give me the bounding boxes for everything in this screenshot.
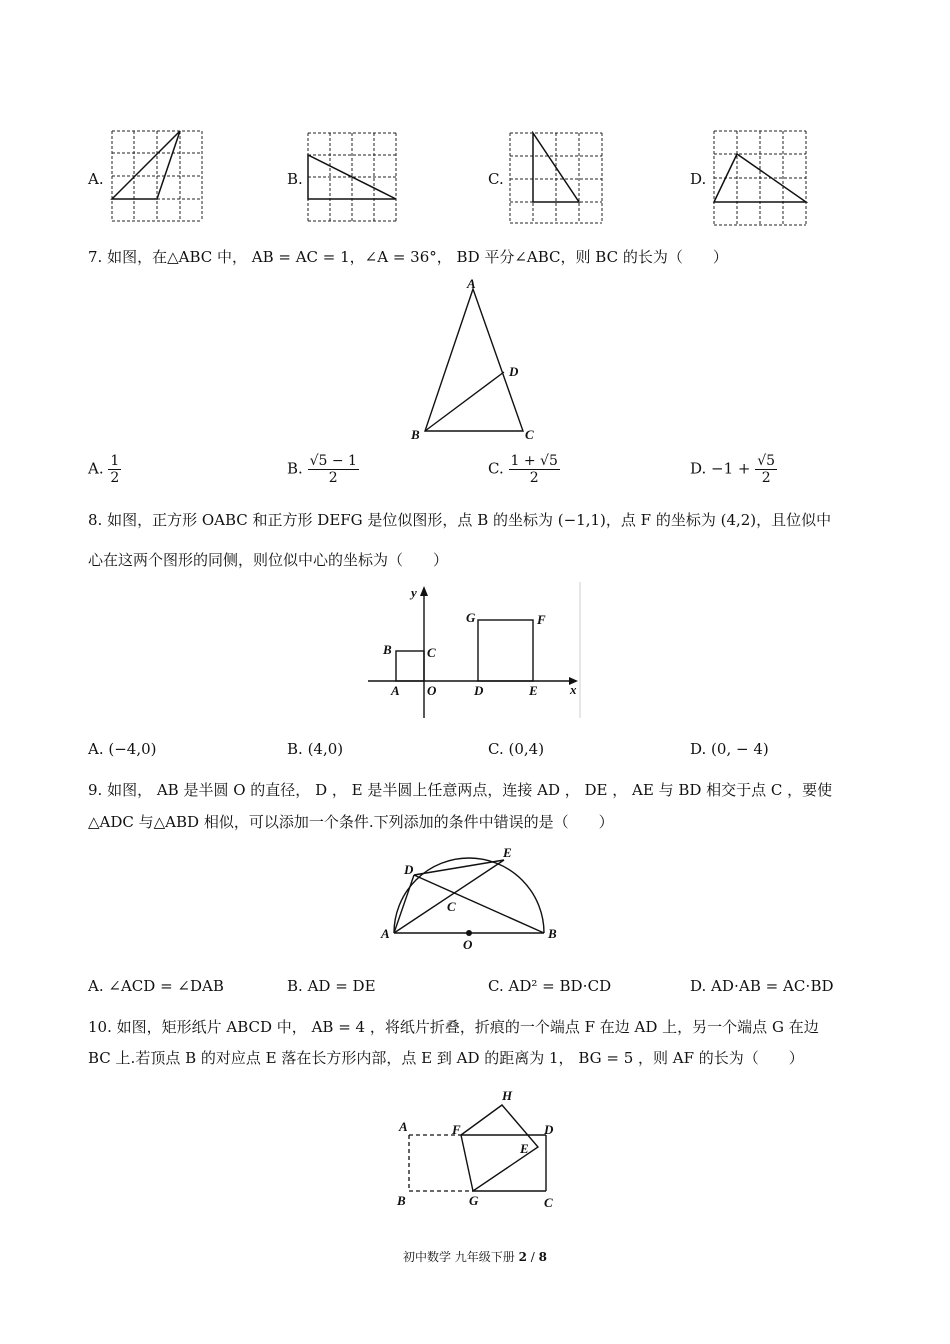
q10-rectangle-figure: [390, 1085, 565, 1215]
q8-option-a: [88, 740, 157, 758]
q10-label-e: E: [520, 1141, 529, 1156]
q9-option-d-letter: D.: [690, 977, 707, 995]
q6-option-d-figure: [712, 129, 808, 227]
q10-label-g: G: [469, 1193, 479, 1208]
q9-label-c: C: [447, 899, 456, 914]
q9-label-d: D: [404, 862, 414, 877]
q9-semicircle-figure: [378, 840, 568, 955]
q9-option-a-letter: A.: [88, 977, 104, 995]
footer-page-number: 2: [518, 1250, 527, 1264]
q6-option-b-figure: [306, 131, 398, 223]
q9-option-a-text: ∠ACD = ∠DAB: [108, 977, 224, 995]
q10-stem-line2: BC 上.若顶点 B 的对应点 E 落在长方形内部，点 E 到 AD 的距离为 1， BG = 5 ，则 AF 的长为（ ）: [88, 1049, 804, 1067]
q8-label-o: O: [427, 683, 437, 698]
q10-stem-line1: 10. 如图，矩形纸片 ABCD 中， AB = 4 ，将纸片折叠，折痕的一个端点 F 在边 AD 上，另一个端点 G 在边: [88, 1018, 819, 1036]
q7-option-c-den: 2: [529, 470, 539, 486]
q7-option-d: [690, 453, 777, 486]
footer-separator: /: [526, 1250, 539, 1264]
q8-coordinate-figure: [364, 580, 584, 720]
q10-label-a: A: [399, 1119, 408, 1134]
q10-label-c: C: [544, 1195, 553, 1210]
q6-option-a-label: A.: [88, 170, 104, 188]
q9-option-b-letter: B.: [287, 977, 303, 995]
q7-label-c: C: [525, 427, 534, 442]
footer-page-total: 8: [538, 1250, 548, 1264]
q7-option-c: [488, 453, 560, 486]
q7-option-c-num: 1 + √5: [510, 453, 558, 469]
footer-title: 初中数学 九年级下册: [402, 1250, 515, 1264]
q7-option-b: [287, 453, 359, 486]
q7-option-d-letter: D.: [690, 459, 707, 478]
q8-label-d: D: [474, 683, 484, 698]
page-footer: [0, 1248, 950, 1265]
q8-label-y: y: [411, 585, 417, 600]
q10-label-h: H: [502, 1088, 513, 1103]
q7-option-b-den: 2: [328, 470, 338, 486]
q8-option-d-text: (0, − 4): [711, 740, 769, 758]
q7-option-a-den: 2: [110, 470, 120, 486]
q10-label-d: D: [544, 1122, 554, 1137]
q9-label-a: A: [381, 926, 390, 941]
q9-option-c-text: AD² = BD⋅CD: [508, 977, 612, 995]
q6-option-c-figure: [508, 131, 604, 225]
q8-stem-line2: 心在这两个图形的同侧，则位似中心的坐标为（ ）: [88, 551, 449, 569]
q9-stem-line1: 9. 如图， AB 是半圆 O 的直径， D ， E 是半圆上任意两点，连接 AD ， DE ， AE 与 BD 相交于点 C ，要使: [88, 781, 833, 799]
q8-option-a-text: (−4,0): [108, 740, 157, 758]
q9-option-d: [690, 977, 834, 995]
q8-option-d: [690, 740, 769, 758]
q9-option-c: [488, 977, 611, 995]
q7-option-a-num: 1: [110, 453, 120, 469]
q7-triangle-figure: [405, 275, 545, 445]
q10-label-f: F: [452, 1122, 461, 1137]
q9-label-e: E: [503, 845, 512, 860]
q7-option-c-fraction: [509, 453, 560, 486]
q9-label-b: B: [548, 926, 557, 941]
q8-label-b: B: [383, 642, 392, 657]
q9-option-c-letter: C.: [488, 977, 504, 995]
q8-option-b-text: (4,0): [307, 740, 344, 758]
q8-option-a-letter: A.: [88, 740, 104, 758]
q8-label-g: G: [466, 610, 476, 625]
q7-option-b-num: √5 − 1: [309, 453, 357, 469]
q9-option-d-text: AD⋅AB = AC⋅BD: [711, 977, 834, 995]
q9-label-o: O: [463, 937, 473, 952]
q7-label-a: A: [467, 276, 476, 291]
q7-option-a-letter: A.: [88, 459, 104, 478]
q6-option-a-figure: [110, 129, 204, 223]
q7-option-d-den: 2: [761, 470, 771, 486]
q6-option-d-label: D.: [690, 170, 707, 188]
q6-option-b-label: B.: [287, 170, 303, 188]
q8-option-d-letter: D.: [690, 740, 707, 758]
q7-option-b-letter: B.: [287, 459, 303, 478]
q7-option-d-num: √5: [757, 453, 776, 469]
q8-option-c-text: (0,4): [508, 740, 545, 758]
q6-option-c-label: C.: [488, 170, 504, 188]
q8-label-a: A: [391, 683, 400, 698]
q8-option-b-letter: B.: [287, 740, 303, 758]
q7-stem: 7. 如图，在△ABC 中， AB = AC = 1，∠A = 36°， BD 平分∠ABC，则 BC 的长为（ ）: [88, 248, 728, 266]
q7-option-d-fraction: [755, 453, 777, 486]
q7-label-b: B: [411, 427, 420, 442]
q9-option-b-text: AD = DE: [307, 977, 376, 995]
q7-option-d-prefix: −1 +: [711, 459, 756, 478]
q8-stem-line1: 8. 如图，正方形 OABC 和正方形 DEFG 是位似图形，点 B 的坐标为 (−1,1)，点 F 的坐标为 (4,2)，且位似中: [88, 511, 832, 529]
q8-label-x: x: [570, 682, 577, 697]
q8-label-e: E: [529, 683, 538, 698]
q8-option-b: [287, 740, 343, 758]
q10-label-b: B: [397, 1193, 406, 1208]
q8-label-f: F: [537, 612, 546, 627]
q7-label-d: D: [509, 364, 519, 379]
q7-option-b-fraction: [308, 453, 359, 486]
q9-option-b: [287, 977, 376, 995]
q9-option-a: [88, 977, 224, 995]
q7-option-a: [88, 453, 121, 486]
q8-label-c: C: [427, 645, 436, 660]
q7-option-a-fraction: [108, 453, 121, 486]
q8-option-c-letter: C.: [488, 740, 504, 758]
q8-option-c: [488, 740, 544, 758]
q7-option-c-letter: C.: [488, 459, 504, 478]
q9-stem-line2: △ADC 与△ABD 相似，可以添加一个条件.下列添加的条件中错误的是（ ）: [88, 813, 614, 831]
